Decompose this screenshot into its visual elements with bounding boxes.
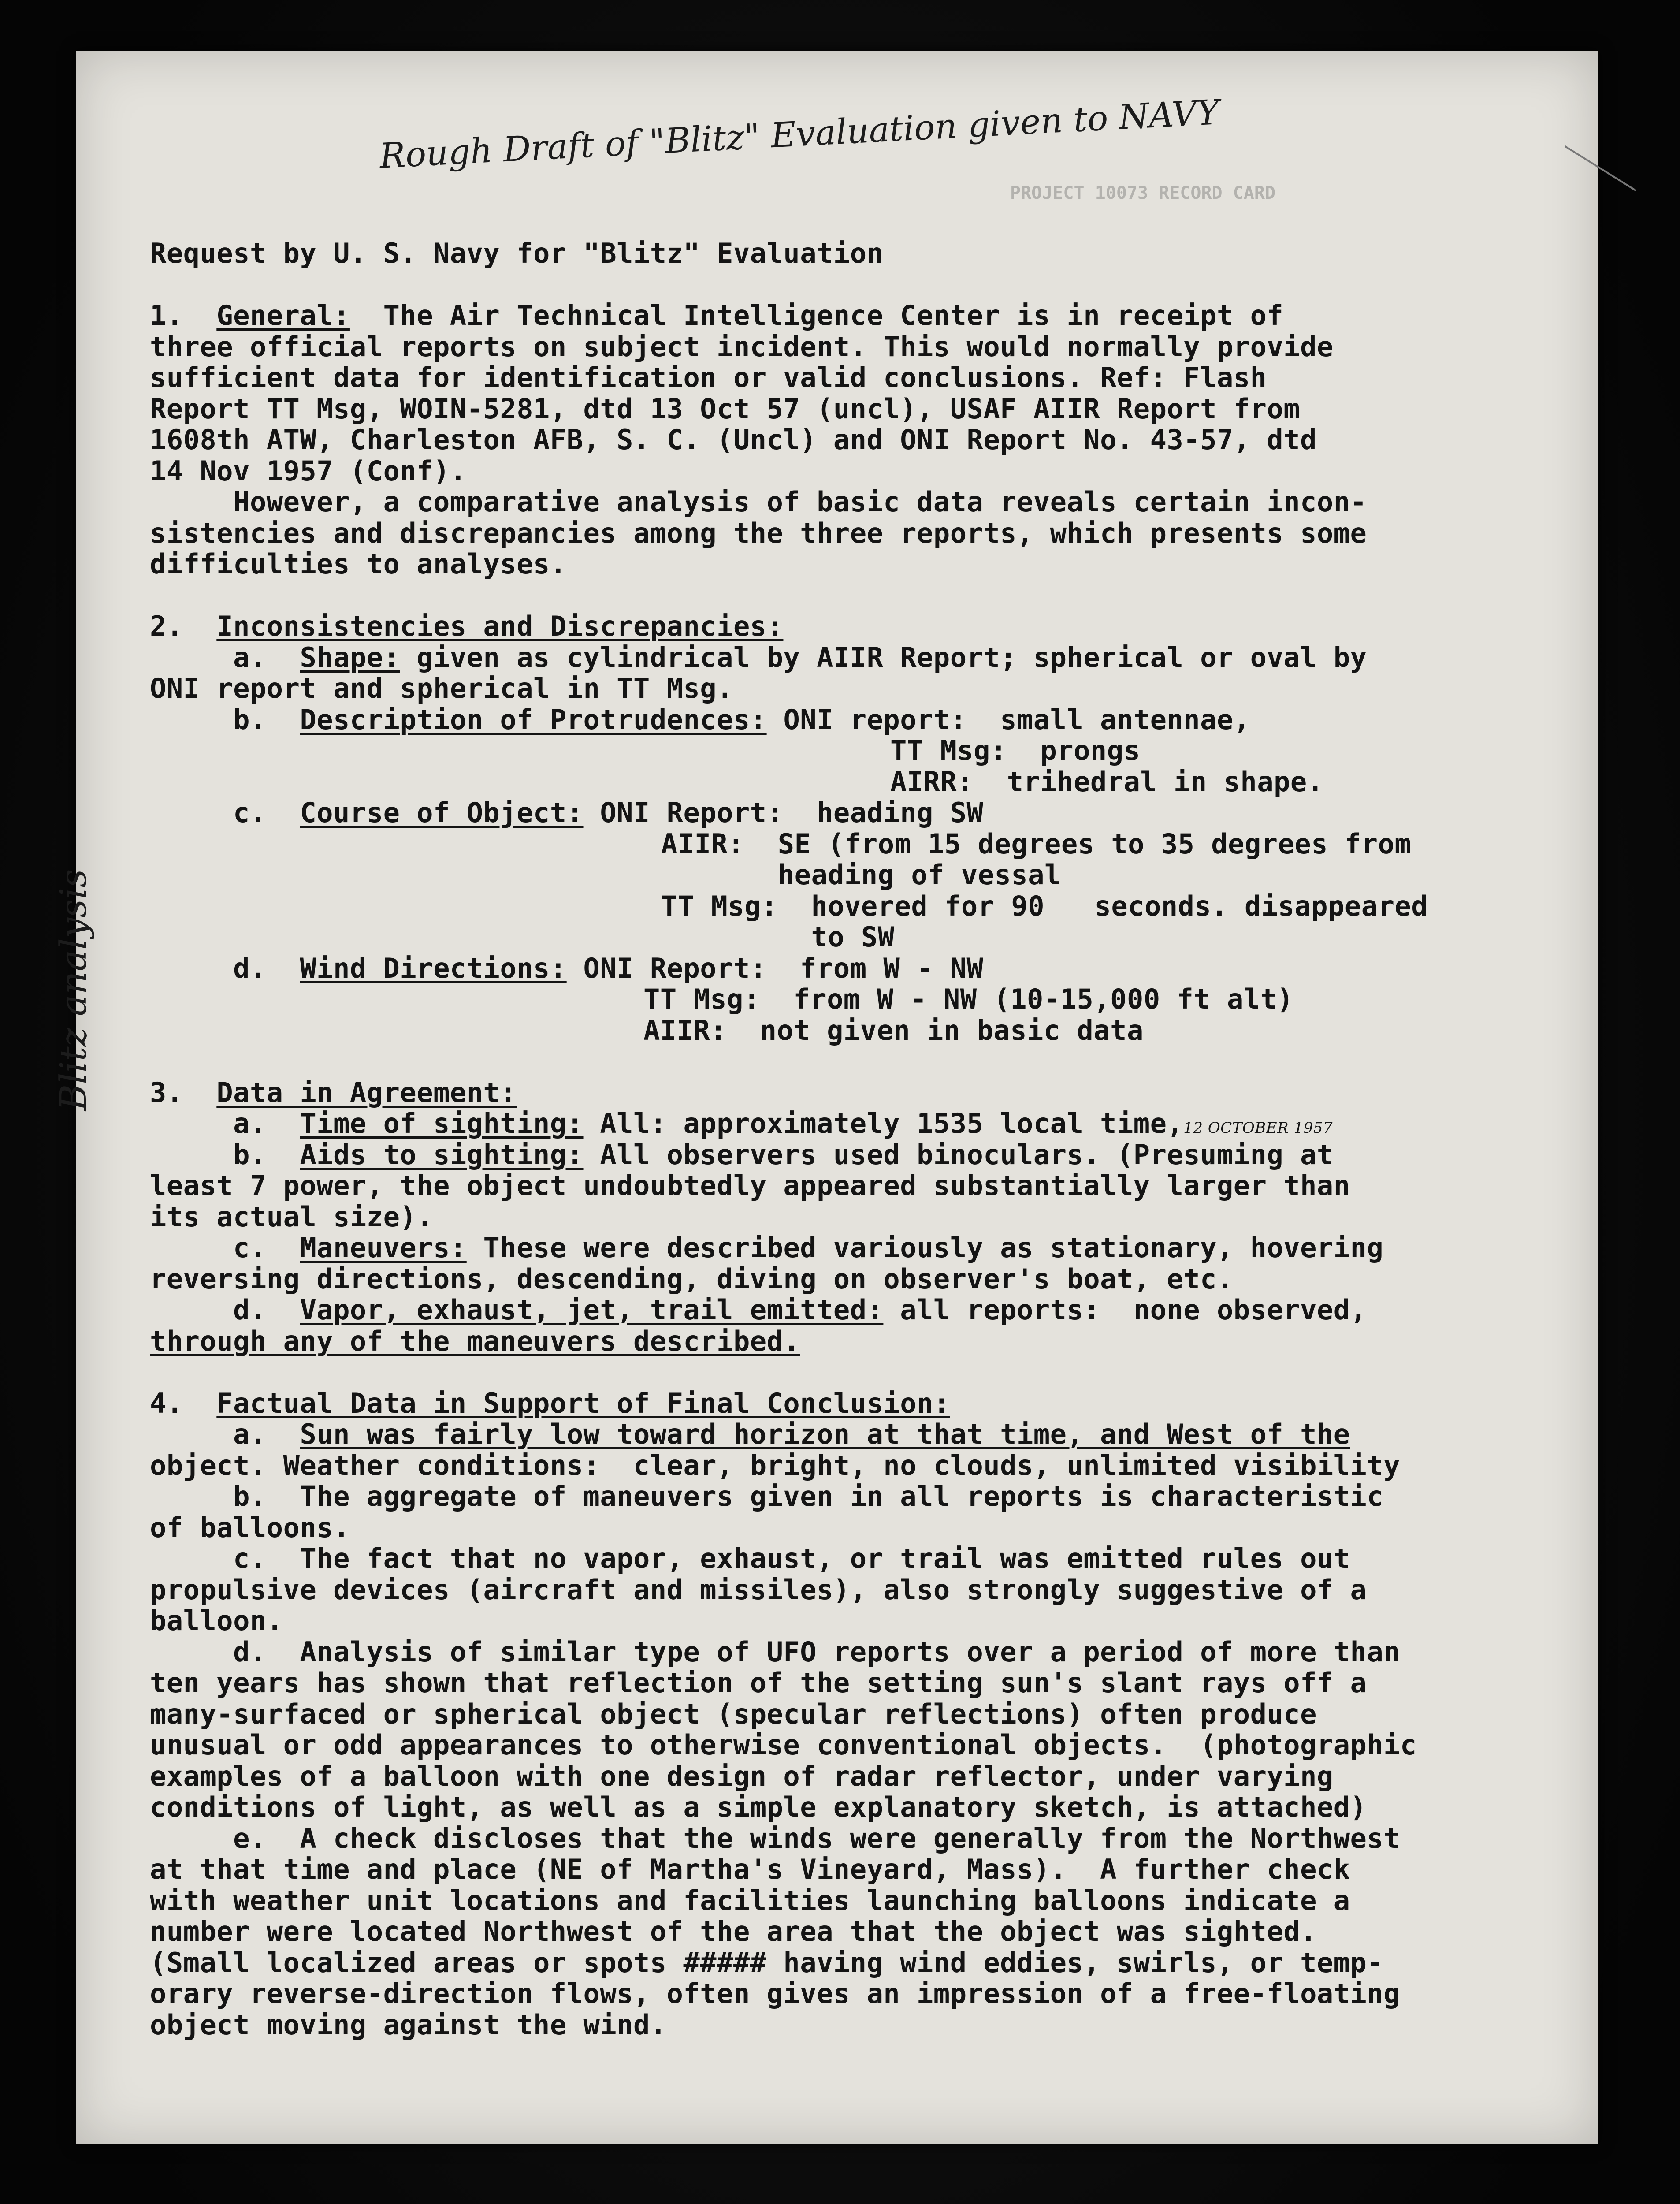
indented-line [150,735,1587,767]
subitem-text: AIRR: trihedral in shape. [890,765,1324,798]
handwritten-date-note: 12 OCTOBER 1957 [1183,1119,1333,1137]
indented-line [150,1015,1587,1046]
subitem-text: All: approximately 1535 local time, [583,1107,1184,1139]
section-3-heading-line [150,1077,1587,1109]
indented-line [150,860,1587,891]
subitem-text: ONI report: small antennae, [766,703,1250,736]
subitem-text: ONI Report: heading SW [583,797,984,829]
subitem-line [150,797,1587,829]
subitem-text: to SW [661,921,895,953]
paragraph-line: orary reverse-direction flows, often gives an impression of a free-floating [150,1977,1401,2010]
subitem-text: TT Msg: from W - NW (10-15,000 ft alt) [643,983,1294,1015]
indented-line [150,891,1587,922]
handwritten-margin-note: Blitz analysis [53,869,95,1111]
subitem-heading: Time of sighting: [300,1107,584,1139]
subitem-heading: Shape: [300,641,400,674]
subitem-heading: Course of Object: [300,797,584,829]
subitem-label: a. [233,641,267,674]
subitem-text: These were described variously as stationary, hovering [466,1232,1384,1264]
subitem-label: d. [233,1294,267,1326]
subitem-text: AIIR: not given in basic data [643,1014,1144,1046]
paragraph-line: with weather unit locations and facilities launching balloons indicate a [150,1884,1350,1917]
paragraph-line: Report TT Msg, WOIN-5281, dtd 13 Oct 57 (uncl), USAF AIIR Report from [150,392,1301,425]
paragraph-line: unusual or odd appearances to otherwise conventional objects. (photographic [150,1729,1417,1761]
subitem-label: c. [233,797,267,829]
subitem-heading: Maneuvers: [300,1232,467,1264]
section-heading: Inconsistencies and Discrepancies: [216,610,784,642]
subitem-label: d. [233,952,267,984]
subitem-text: ONI Report: from W - NW [566,952,984,984]
paragraph-line: its actual size). [150,1200,434,1233]
subitem-text: heading of vessal [661,859,1061,891]
section-4-heading-line [150,1388,1587,1419]
section-number: 2. [150,610,183,642]
paragraph-line: through any of the maneuvers described. [150,1325,800,1357]
section-1-first-line [150,300,1587,331]
paragraph-line: sufficient data for identification or valid conclusions. Ref: Flash [150,361,1267,394]
subitem-text: all reports: none observed, [883,1294,1367,1326]
paragraph-line: However, a comparative analysis of basic data reveals certain incon- [150,486,1367,518]
subitem-line [150,1139,1587,1171]
paragraph-line: of balloons. [150,1511,350,1544]
subitem-line [150,1232,1587,1264]
subitem-text: given as cylindrical by AIIR Report; spherical or oval by [400,641,1367,674]
paragraph-line: ONI report and spherical in TT Msg. [150,672,733,704]
paragraph-line: object. Weather conditions: clear, bright, no clouds, unlimited visibility [150,1449,1401,1482]
subitem-text: AIIR: SE (from 15 degrees to 35 degrees from [661,827,1412,860]
indented-line [150,829,1587,860]
paragraph-line: 1608th ATW, Charleston AFB, S. C. (Uncl) and ONI Report No. 43-57, dtd [150,424,1317,456]
paragraph-line: 14 Nov 1957 (Conf). [150,454,467,487]
subitem-line [150,1419,1587,1450]
paragraph-line: reversing directions, descending, diving on observer's boat, etc. [150,1262,1234,1295]
subitem-heading: Vapor, exhaust, jet, trail emitted: [300,1294,884,1326]
paragraph-line: balloon. [150,1605,283,1637]
subitem-text: Sun was fairly low toward horizon at that time, and West of the [300,1418,1350,1450]
paragraph-line: three official reports on subject incident. This would normally provide [150,330,1334,363]
subitem-text: TT Msg: hovered for 90 seconds. disappeared [661,890,1428,922]
paragraph-line: sistencies and discrepancies among the three reports, which presents some [150,517,1367,549]
paragraph-line: ten years has shown that reflection of the setting sun's slant rays off a [150,1667,1367,1699]
subitem-line [150,642,1587,674]
paragraph-line: d. Analysis of similar type of UFO reports over a period of more than [150,1635,1401,1668]
subitem-line [150,704,1587,736]
paragraph-line: c. The fact that no vapor, exhaust, or trail was emitted rules out [150,1542,1350,1575]
subitem-heading: Wind Directions: [300,952,567,984]
section-heading: Factual Data in Support of Final Conclusion: [216,1387,950,1419]
indented-line [150,984,1587,1015]
paragraph-line: propulsive devices (aircraft and missiles), also strongly suggestive of a [150,1573,1367,1606]
subitem-label: a. [233,1107,267,1139]
section-number: 1. [150,299,183,331]
paragraph-line: object moving against the wind. [150,2008,667,2041]
subitem-line [150,953,1587,984]
document-body [150,238,1587,2040]
paragraph-line: b. The aggregate of maneuvers given in all reports is characteristic [150,1480,1384,1512]
paragraph-line: least 7 power, the object undoubtedly appeared substantially larger than [150,1169,1350,1202]
section-number: 4. [150,1387,183,1419]
section-heading: General: [216,299,350,331]
paragraph-line: at that time and place (NE of Martha's Vineyard, Mass). A further check [150,1853,1350,1885]
subitem-line [150,1295,1587,1326]
subitem-heading: Description of Protrudences: [300,703,767,736]
paragraph-line: e. A check discloses that the winds were generally from the Northwest [150,1822,1401,1854]
indented-line [150,767,1587,798]
subitem-heading: Aids to sighting: [300,1138,584,1171]
paragraph-text: The Air Technical Intelligence Center is in receipt of [383,299,1284,331]
paragraph-line: many-surfaced or spherical object (specular reflections) often produce [150,1698,1317,1730]
subitem-line [150,1108,1587,1139]
subitem-label: a. [233,1418,267,1450]
section-heading: Data in Agreement: [216,1076,517,1109]
indented-line [150,922,1587,953]
subitem-label: b. [233,703,267,736]
paragraph-line: conditions of light, as well as a simple explanatory sketch, is attached) [150,1791,1367,1823]
subitem-label: b. [233,1138,267,1171]
subitem-label: c. [233,1232,267,1264]
paragraph-line: (Small localized areas or spots ##### having wind eddies, swirls, or temp- [150,1946,1384,1979]
paragraph-line: examples of a balloon with one design of radar reflector, under varying [150,1760,1334,1792]
section-number: 3. [150,1076,183,1109]
handwritten-top-note: Rough Draft of "Blitz" Evaluation given to NAVY [378,93,1221,176]
subitem-text: TT Msg: prongs [890,734,1141,767]
paragraph-line: difficulties to analyses. [150,548,567,580]
paragraph-line: number were located Northwest of the area that the object was sighted. [150,1915,1317,1947]
document-title: Request by U. S. Navy for "Blitz" Evaluation [150,237,884,269]
section-2-heading-line [150,611,1587,642]
subitem-text: All observers used binoculars. (Presuming at [583,1138,1334,1171]
bleed-through-text: PROJECT 10073 RECORD CARD [1010,183,1276,203]
